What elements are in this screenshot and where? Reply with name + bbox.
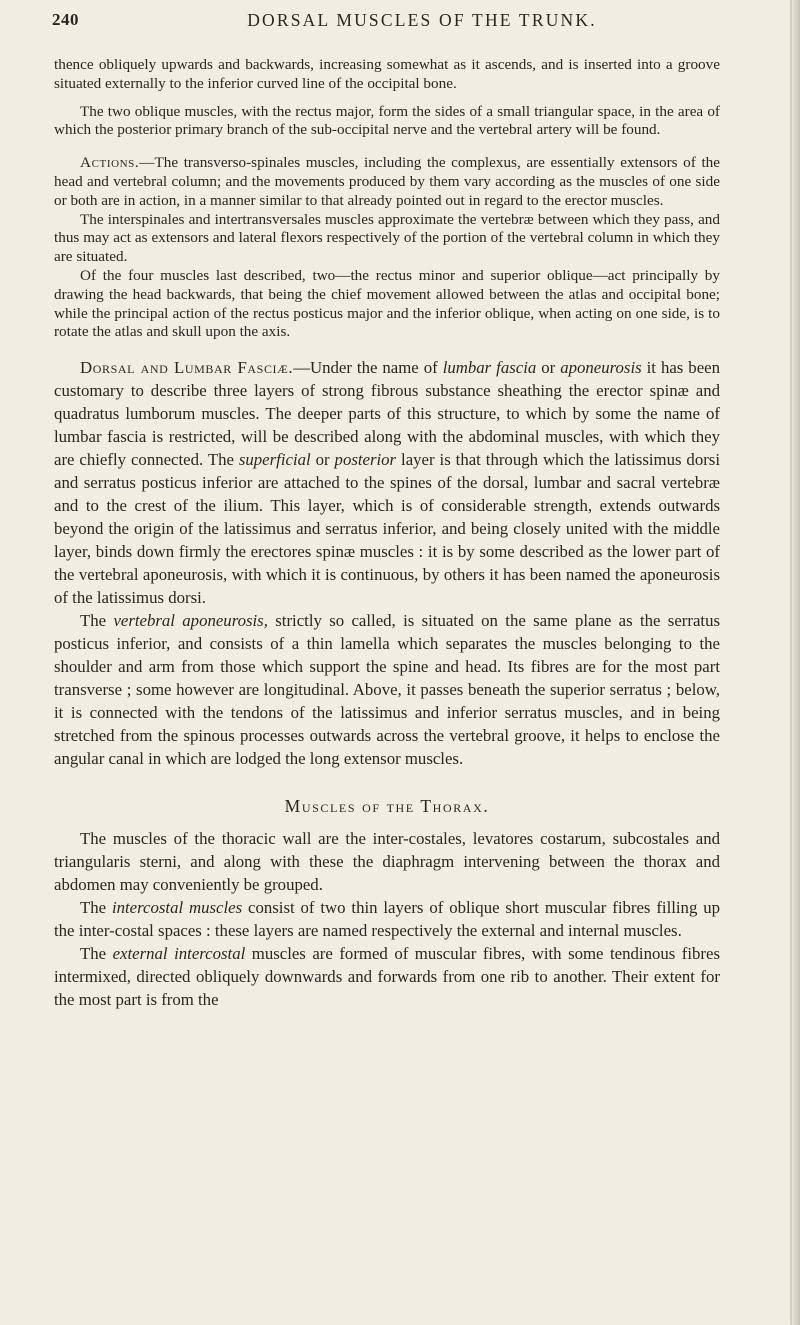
page-number: 240 (52, 10, 79, 29)
paragraph-vertebral-aponeurosis: The vertebral aponeurosis, strictly so called, is situated on the same plane as the serratus posticus inferior, and consists of a thin lamella which separates the muscles belonging to the shoulder and arm from those which support the spine and head. Its fibres are for the most part transverse ; some however are longitudinal. Above, it passes beneath the superior serratus ; below, it is connected with the tendons of the latissimus and inferior serratus muscles, and in being stretched from the spinous processes outwards across the vertebral groove, it helps to enclose the angular canal in which are lodged the long extensor muscles. (54, 611, 720, 769)
paragraph-four-muscles: Of the four muscles last described, two—the rectus minor and superior oblique—act principally by drawing the head backwards, that being the chief movement allowed between the atlas and occipital bone; while the principal action of the rectus posticus major and the inferior oblique, when acting on one side, is to rotate the atlas and skull upon the axis. (54, 266, 720, 341)
paragraph-thorax-intro: The muscles of the thoracic wall are the inter-costales, levatores costarum, subcostales and triangularis sterni, and along with these the diaphragm intervening between the thorax and abdomen may conveniently be grouped. (54, 829, 720, 895)
paragraph-external-intercostal: The external intercostal muscles are formed of muscular fibres, with some tendinous fibres intermixed, directed obliquely downwards and forwards from one rib to another. Their extent for the most part is from the (54, 944, 720, 1010)
actions-label: Actions. (80, 154, 140, 172)
running-head: DORSAL MUSCLES OF THE TRUNK. (247, 10, 597, 30)
paragraph-intercostal: The intercostal muscles consist of two thin layers of oblique short muscular fibres filling up the inter-costal spaces : these layers are named respectively the external and internal muscles. (54, 898, 720, 941)
paragraph-actions (54, 154, 720, 210)
actions-text: —The transverso-spinales muscles, including the complexus, are essentially extensors of the head and vertebral column; and the movements produced by them vary according as the muscles of one side or both are in action, in a manner similar to that already pointed out in regard to the erector muscles. (54, 154, 720, 209)
page-edge-line (790, 0, 792, 1325)
paragraph-suboccipital-triangle: The two oblique muscles, with the rectus major, form the sides of a small triangular space, in the area of which the posterior primary branch of the sub-occipital nerve and the vertebral artery will be found. (54, 102, 720, 139)
page-body (54, 56, 720, 1011)
paragraph-dorsal-lumbar-fasciae: Dorsal and Lumbar Fasciæ.—Under the name of lumbar fascia or aponeurosis it has been customary to describe three layers of strong fibrous substance sheathing the erector spinæ and quadratus lumborum muscles. The deeper parts of this structure, to which by some the name of lumbar fascia is restricted, will be described along with the abdominal muscles, with which they are chiefly connected. The superficial or posterior layer is that through which the latissimus dorsi and serratus posticus inferior are attached to the spines of the dorsal, lumbar and sacral vertebræ and to the crest of the ilium. This layer, which is of considerable strength, extends outwards beyond the origin of the latissimus and serratus inferior, and being closely united with the middle layer, binds down firmly the erectores spinæ muscles : it is by some described as the lower part of the vertebral aponeurosis, with which it is continuous, by others it has been named the aponeurosis of the latissimus dorsi. (54, 358, 720, 608)
fasciae-label: Dorsal and Lumbar Fasciæ. (80, 358, 294, 378)
paragraph-occipital-insertion: thence obliquely upwards and backwards, increasing somewhat as it ascends, and is inserted into a groove situated externally to the inferior curved line of the occipital bone. (54, 56, 720, 92)
section-heading-thorax: Muscles of the Thorax. (284, 796, 490, 817)
page-header (52, 8, 720, 38)
paragraph-interspinales: The interspinales and intertransversales muscles approximate the vertebræ between which they pass, and thus may act as extensors and lateral flexors respectively of the portion of the vertebral column in which they are situated. (54, 210, 720, 266)
